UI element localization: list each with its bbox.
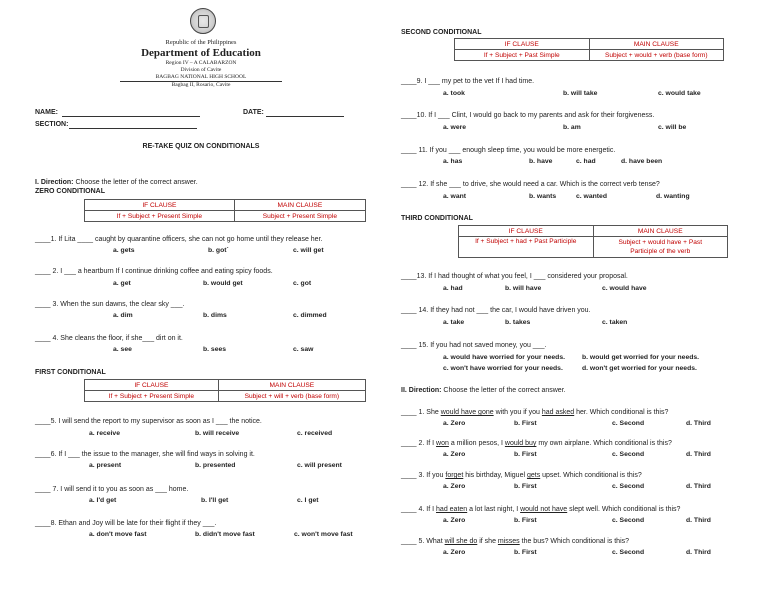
- option[interactable]: b. would get: [203, 280, 243, 287]
- direction-2: [401, 387, 566, 394]
- republic-line: Republic of the Philippines: [165, 39, 237, 46]
- option[interactable]: a. want: [443, 193, 467, 200]
- address-line: Bagbag II, Rosario, Cavite: [171, 82, 231, 88]
- option[interactable]: d. Third: [686, 420, 711, 427]
- option[interactable]: b. presented: [195, 462, 236, 469]
- second-table: [454, 38, 724, 61]
- option[interactable]: c. dimmed: [293, 312, 327, 319]
- option[interactable]: a. Zero: [443, 483, 466, 490]
- second-title: SECOND CONDITIONAL: [401, 29, 482, 36]
- option[interactable]: a. dim: [113, 312, 133, 319]
- option[interactable]: c. received: [297, 430, 333, 437]
- option[interactable]: c. will be: [658, 124, 687, 131]
- option[interactable]: c. I get: [297, 497, 319, 504]
- option[interactable]: b. got`: [208, 247, 229, 254]
- option[interactable]: a. would have worried for your needs.: [443, 354, 565, 361]
- school-line: BAGBAG NATIONAL HIGH SCHOOL: [155, 74, 247, 80]
- option[interactable]: a. took: [443, 90, 465, 97]
- question-14: ____ 14. If they had not ___ the car, I would have driven you.: [401, 307, 591, 314]
- option[interactable]: c. got: [293, 280, 312, 287]
- option[interactable]: b. wants: [529, 193, 557, 200]
- section-label: SECTION:: [35, 121, 69, 128]
- option[interactable]: a. Zero: [443, 517, 466, 524]
- text: his birthday, Miguel: [463, 472, 527, 479]
- option[interactable]: c. wanted: [576, 193, 607, 200]
- option[interactable]: b. I'll get: [201, 497, 229, 504]
- date-field[interactable]: [266, 116, 344, 117]
- option[interactable]: b. didn't move fast: [195, 531, 255, 538]
- deped-seal: [190, 8, 216, 34]
- direction-2-text: Choose the letter of the correct answer.: [443, 387, 566, 394]
- option[interactable]: d. Third: [686, 451, 711, 458]
- option[interactable]: a. gets: [113, 247, 135, 254]
- date-label: DATE:: [243, 109, 264, 116]
- text: a lot last night, I: [467, 506, 521, 513]
- direction-1-label: I. Direction:: [35, 179, 74, 186]
- third-if-form: If + Subject + had + Past Participle: [459, 237, 594, 258]
- option[interactable]: c. saw: [293, 346, 314, 353]
- underlined-text: would have gone: [440, 409, 494, 416]
- option[interactable]: c. had: [576, 158, 596, 165]
- option[interactable]: d. Third: [686, 549, 711, 556]
- text: her. Which conditional is this?: [574, 409, 669, 416]
- part2-question-1: [401, 409, 668, 416]
- text: with you if you: [493, 409, 542, 416]
- text: the bus? Which conditional is this?: [519, 538, 630, 545]
- option[interactable]: d. wanting: [656, 193, 690, 200]
- underlined-text: would buy: [504, 440, 537, 447]
- option[interactable]: a. get: [113, 280, 131, 287]
- option[interactable]: a. present: [89, 462, 122, 469]
- text: if she: [477, 538, 498, 545]
- underlined-text: would not have: [520, 506, 568, 513]
- third-if-head: IF CLAUSE: [459, 226, 594, 237]
- option[interactable]: d. Third: [686, 483, 711, 490]
- direction-1: [35, 179, 198, 186]
- text: ____ 5. What: [401, 538, 445, 545]
- option[interactable]: b. First: [514, 420, 537, 427]
- third-main-head: MAIN CLAUSE: [593, 226, 728, 237]
- part2-question-2: [401, 440, 672, 447]
- division-line: Division of Cavite: [180, 67, 222, 73]
- underlined-text: will she do: [444, 538, 478, 545]
- section-field[interactable]: [69, 128, 197, 129]
- option[interactable]: c. would have: [602, 285, 647, 292]
- quiz-title: RE-TAKE QUIZ ON CONDITIONALS: [142, 143, 260, 150]
- second-if-form: If + Subject + Past Simple: [455, 50, 590, 61]
- second-main-form: Subject + would + verb (base form): [589, 50, 724, 61]
- underlined-text: won: [436, 440, 449, 447]
- option[interactable]: b. sees: [203, 346, 227, 353]
- first-main-head: MAIN CLAUSE: [218, 380, 365, 391]
- first-if-head: IF CLAUSE: [85, 380, 219, 391]
- direction-2-label: II. Direction:: [401, 387, 442, 394]
- question-7: ____ 7. I will send it to you as soon as ___ home.: [35, 486, 189, 493]
- underlined-text: forget: [445, 472, 464, 479]
- option[interactable]: b. First: [514, 517, 537, 524]
- text: ____ 3. If you: [401, 472, 446, 479]
- question-11: ____ 11. If you ___ enough sleep time, you would be more energetic.: [401, 147, 616, 154]
- third-main-form-line1: Subject + would have + Past: [618, 239, 703, 246]
- first-if-form: If + Subject + Present Simple: [85, 391, 219, 402]
- question-13: ____13. If I had thought of what you feel, I ___ considered your proposal.: [401, 273, 628, 280]
- option[interactable]: d. won't get worried for your needs.: [582, 365, 697, 372]
- name-field[interactable]: [62, 116, 200, 117]
- first-title: FIRST CONDITIONAL: [35, 369, 106, 376]
- option[interactable]: a. has: [443, 158, 463, 165]
- name-label: NAME:: [35, 109, 58, 116]
- zero-main-head: MAIN CLAUSE: [234, 200, 365, 211]
- option[interactable]: a. Zero: [443, 549, 466, 556]
- option[interactable]: a. were: [443, 124, 467, 131]
- question-5: ____5. I will send the report to my supervisor as soon as I ___ the notice.: [35, 418, 262, 425]
- third-title: THIRD CONDITIONAL: [401, 215, 473, 222]
- direction-1-text: Choose the letter of the correct answer.: [75, 179, 198, 186]
- second-if-head: IF CLAUSE: [455, 39, 590, 50]
- option[interactable]: a. I'd get: [89, 497, 117, 504]
- underlined-text: had asked: [541, 409, 575, 416]
- option[interactable]: b. will take: [563, 90, 598, 97]
- text: ____ 2. If I: [401, 440, 437, 447]
- option[interactable]: c. Second: [612, 451, 645, 458]
- option[interactable]: c. Second: [612, 517, 645, 524]
- option[interactable]: c. Second: [612, 420, 645, 427]
- option[interactable]: c. will get: [293, 247, 324, 254]
- zero-table: [84, 199, 366, 222]
- question-1: ____1. If Lita ____ caught by quarantine officers, she can not go home until they release her.: [35, 236, 323, 243]
- first-main-form: Subject + will + verb (base form): [218, 391, 365, 402]
- department-line: Department of Education: [141, 47, 261, 59]
- text: ____ 1. She: [401, 409, 441, 416]
- third-main-form-line2: Participle of the verb: [630, 248, 691, 255]
- zero-if-form: If + Subject + Present Simple: [85, 211, 235, 222]
- question-4: ____ 4. She cleans the floor, if she___ dirt on it.: [35, 335, 183, 342]
- zero-title: ZERO CONDITIONAL: [35, 188, 105, 195]
- option[interactable]: d. Third: [686, 517, 711, 524]
- question-9: ____9. I ___ my pet to the vet If I had time.: [401, 78, 535, 85]
- region-line: Region IV – A CALABARZON: [165, 60, 237, 66]
- third-main-form: [593, 237, 728, 258]
- question-10: ____10. If I ___ Clint, I would go back to my parents and ask for their forgiveness.: [401, 112, 655, 119]
- question-12: ____ 12. If she ___ to drive, she would need a car. Which is the correct verb tense?: [401, 181, 660, 188]
- text: my own airplane. Which conditional is this?: [536, 440, 672, 447]
- option[interactable]: c. will present: [297, 462, 342, 469]
- option[interactable]: a. Zero: [443, 420, 466, 427]
- option[interactable]: c. Second: [612, 549, 645, 556]
- option[interactable]: b. First: [514, 483, 537, 490]
- option[interactable]: d. have been: [621, 158, 663, 165]
- text: ____ 4. If I: [401, 506, 437, 513]
- option[interactable]: a. receive: [89, 430, 120, 437]
- underlined-text: gets: [526, 472, 541, 479]
- option[interactable]: c. taken: [602, 319, 628, 326]
- option[interactable]: b. dims: [203, 312, 227, 319]
- option[interactable]: a. Zero: [443, 451, 466, 458]
- question-2: ____ 2. I ___ a heartburn If I continue drinking coffee and eating spicy foods.: [35, 268, 273, 275]
- option[interactable]: c. would take: [658, 90, 701, 97]
- question-8: ____8. Ethan and Joy will be late for their flight if they ___.: [35, 520, 217, 527]
- option[interactable]: b. would get worried for your needs.: [582, 354, 700, 361]
- text: upset. Which conditional is this?: [540, 472, 642, 479]
- option[interactable]: b. First: [514, 451, 537, 458]
- option[interactable]: c. won't have worried for your needs.: [443, 365, 563, 372]
- underlined-text: had eaten: [436, 506, 468, 513]
- first-table: [84, 379, 366, 402]
- option[interactable]: a. don't move fast: [89, 531, 147, 538]
- option[interactable]: c. Second: [612, 483, 645, 490]
- option[interactable]: b. will have: [505, 285, 542, 292]
- question-15: ____ 15. If you had not saved money, you ___.: [401, 342, 547, 349]
- underlined-text: misses: [497, 538, 520, 545]
- zero-if-head: IF CLAUSE: [85, 200, 235, 211]
- option[interactable]: a. take: [443, 319, 465, 326]
- option[interactable]: b. am: [563, 124, 581, 131]
- question-3: ____ 3. When the sun dawns, the clear sky ___.: [35, 301, 185, 308]
- part2-question-5: [401, 538, 629, 545]
- option[interactable]: b. takes: [505, 319, 531, 326]
- second-main-head: MAIN CLAUSE: [589, 39, 724, 50]
- option[interactable]: b. have: [529, 158, 553, 165]
- part2-question-3: [401, 472, 642, 479]
- option[interactable]: a. see: [113, 346, 132, 353]
- option[interactable]: a. had: [443, 285, 463, 292]
- zero-main-form: Subject + Present Simple: [234, 211, 365, 222]
- text: a million pesos, I: [448, 440, 505, 447]
- question-6: ____6. If I ___ the issue to the manager, she will find ways in solving it.: [35, 451, 255, 458]
- option[interactable]: c. won't move fast: [294, 531, 353, 538]
- text: slept well. Which conditional is this?: [567, 506, 681, 513]
- option[interactable]: b. First: [514, 549, 537, 556]
- option[interactable]: b. will receive: [195, 430, 240, 437]
- part2-question-4: [401, 506, 680, 513]
- third-table: [458, 225, 728, 258]
